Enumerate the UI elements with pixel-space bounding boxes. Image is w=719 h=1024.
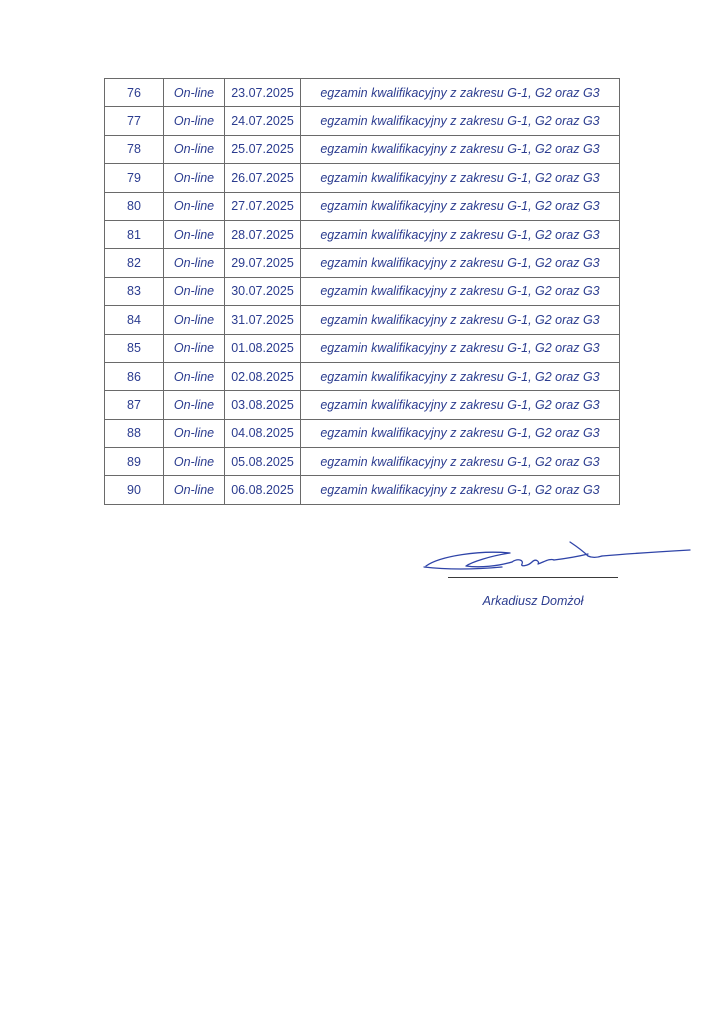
exam-description: egzamin kwalifikacyjny z zakresu G-1, G2 oraz G3 [301, 334, 620, 362]
table-row [105, 277, 620, 305]
exam-description: egzamin kwalifikacyjny z zakresu G-1, G2 oraz G3 [301, 192, 620, 220]
exam-mode: On-line [164, 192, 225, 220]
exam-description: egzamin kwalifikacyjny z zakresu G-1, G2 oraz G3 [301, 107, 620, 135]
handwritten-signature [420, 536, 695, 580]
exam-mode: On-line [164, 362, 225, 390]
row-number: 84 [105, 306, 164, 334]
exam-mode: On-line [164, 419, 225, 447]
exam-schedule-table [104, 78, 620, 505]
exam-mode: On-line [164, 220, 225, 248]
exam-mode: On-line [164, 249, 225, 277]
exam-date: 06.08.2025 [225, 476, 301, 504]
table-row [105, 391, 620, 419]
row-number: 85 [105, 334, 164, 362]
exam-description: egzamin kwalifikacyjny z zakresu G-1, G2 oraz G3 [301, 448, 620, 476]
table-row [105, 362, 620, 390]
exam-date: 04.08.2025 [225, 419, 301, 447]
exam-date: 24.07.2025 [225, 107, 301, 135]
exam-mode: On-line [164, 334, 225, 362]
exam-mode: On-line [164, 448, 225, 476]
signature-line [448, 577, 618, 578]
row-number: 80 [105, 192, 164, 220]
exam-date: 03.08.2025 [225, 391, 301, 419]
row-number: 76 [105, 79, 164, 107]
exam-description: egzamin kwalifikacyjny z zakresu G-1, G2 oraz G3 [301, 391, 620, 419]
exam-mode: On-line [164, 476, 225, 504]
exam-date: 23.07.2025 [225, 79, 301, 107]
exam-mode: On-line [164, 135, 225, 163]
exam-mode: On-line [164, 164, 225, 192]
row-number: 88 [105, 419, 164, 447]
exam-description: egzamin kwalifikacyjny z zakresu G-1, G2 oraz G3 [301, 362, 620, 390]
row-number: 86 [105, 362, 164, 390]
signer-name: Arkadiusz Domżoł [482, 594, 584, 608]
row-number: 89 [105, 448, 164, 476]
table-row [105, 334, 620, 362]
table-row [105, 135, 620, 163]
table-row [105, 192, 620, 220]
exam-description: egzamin kwalifikacyjny z zakresu G-1, G2 oraz G3 [301, 306, 620, 334]
exam-description: egzamin kwalifikacyjny z zakresu G-1, G2 oraz G3 [301, 476, 620, 504]
exam-date: 30.07.2025 [225, 277, 301, 305]
table-row [105, 249, 620, 277]
exam-description: egzamin kwalifikacyjny z zakresu G-1, G2 oraz G3 [301, 220, 620, 248]
exam-date: 27.07.2025 [225, 192, 301, 220]
row-number: 83 [105, 277, 164, 305]
exam-mode: On-line [164, 306, 225, 334]
exam-description: egzamin kwalifikacyjny z zakresu G-1, G2 oraz G3 [301, 277, 620, 305]
table-row [105, 79, 620, 107]
table-row [105, 419, 620, 447]
row-number: 90 [105, 476, 164, 504]
row-number: 82 [105, 249, 164, 277]
exam-date: 25.07.2025 [225, 135, 301, 163]
table-row [105, 220, 620, 248]
row-number: 79 [105, 164, 164, 192]
exam-date: 02.08.2025 [225, 362, 301, 390]
exam-date: 28.07.2025 [225, 220, 301, 248]
table-row [105, 448, 620, 476]
exam-description: egzamin kwalifikacyjny z zakresu G-1, G2 oraz G3 [301, 135, 620, 163]
row-number: 87 [105, 391, 164, 419]
exam-date: 05.08.2025 [225, 448, 301, 476]
exam-date: 29.07.2025 [225, 249, 301, 277]
schedule-body [105, 79, 620, 505]
exam-mode: On-line [164, 79, 225, 107]
row-number: 77 [105, 107, 164, 135]
row-number: 81 [105, 220, 164, 248]
table-row [105, 164, 620, 192]
exam-date: 26.07.2025 [225, 164, 301, 192]
exam-description: egzamin kwalifikacyjny z zakresu G-1, G2 oraz G3 [301, 79, 620, 107]
exam-mode: On-line [164, 391, 225, 419]
exam-mode: On-line [164, 277, 225, 305]
exam-description: egzamin kwalifikacyjny z zakresu G-1, G2 oraz G3 [301, 164, 620, 192]
table-row [105, 107, 620, 135]
table-row [105, 476, 620, 504]
table-row [105, 306, 620, 334]
exam-description: egzamin kwalifikacyjny z zakresu G-1, G2 oraz G3 [301, 419, 620, 447]
row-number: 78 [105, 135, 164, 163]
exam-mode: On-line [164, 107, 225, 135]
exam-date: 01.08.2025 [225, 334, 301, 362]
exam-date: 31.07.2025 [225, 306, 301, 334]
exam-description: egzamin kwalifikacyjny z zakresu G-1, G2 oraz G3 [301, 249, 620, 277]
